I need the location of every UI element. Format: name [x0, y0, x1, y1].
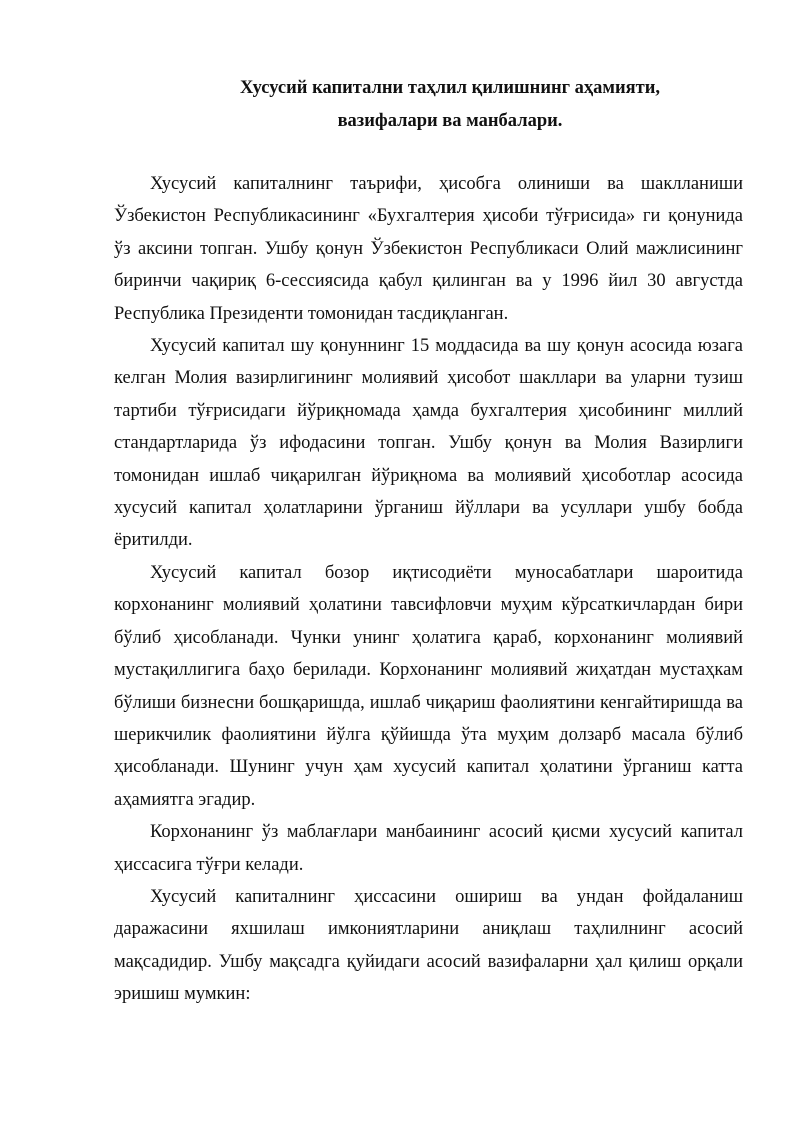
paragraph-5: Хусусий капиталнинг ҳиссасини ошириш ва ундан фойдаланиш даражасини яхшилаш имкониятларини аниқлаш таҳлилнинг асосий мақсадидир. Ушбу мақсадга қуйидаги асосий вазифаларни ҳал қилиш орқали эришиш мумкин:	[114, 886, 743, 1005]
paragraph-3: Хусусий капитал бозор иқтисодиёти муносабатлари шароитида корхонанинг молиявий ҳолатини тавсифловчи муҳим кўрсаткичлардан бири бўлиб ҳисобланади. Чунки унинг ҳолатига қараб, корхонанинг молиявий мустақиллигига баҳо берилади. Корхонанинг молиявий жиҳатдан мустаҳкам бўлиши бизнесни бошқаришда, ишлаб чиқариш фаолиятини кенгайтиришда ва шерикчилик фаолиятини йўлга қўйишда ўта муҳим долзарб масала бўлиб ҳисобланади. Шунинг учун ҳам хусусий капитал ҳолатини ўрганиш катта аҳамиятга эгадир.	[114, 562, 743, 810]
paragraph-1: Хусусий капиталнинг таърифи, ҳисобга олиниши ва шаклланиши Ўзбекистон Республикасининг «Бухгалтерия ҳисоби тўғрисида» ги қонунида ўз аксини топган. Ушбу қонун Ўзбекистон Республикаси Олий мажлисининг биринчи чақириқ 6-сессиясида қабул қилинган ва у 1996 йил 30 августда Республика Президенти томонидан тасдиқланган.	[114, 174, 743, 324]
document-title-line-2: вазифалари ва манбалари.	[337, 111, 563, 131]
document-body	[114, 168, 743, 1011]
paragraph-2: Хусусий капитал шу қонуннинг 15 моддасида ва шу қонун асосида юзага келган Молия вазирлигининг молиявий ҳисобот шакллари ва уларни тузиш тартиби тўғрисидаги йўриқномада ҳамда бухгалтерия ҳисобининг миллий стандартларида ўз ифодасини топган. Ушбу қонун ва Молия Вазирлиги томонидан ишлаб чиқарилган йўриқнома ва молиявий ҳисоботлар асосида хусусий капитал ҳолатларини ўрганиш йўллари ва усуллари ушбу бобда ёритилди.	[114, 336, 743, 551]
document-title-line-1: Хусусий капитални таҳлил қилишнинг аҳамияти,	[239, 78, 661, 98]
paragraph-4: Корхонанинг ўз маблағлари манбаининг асосий қисми хусусий капитал ҳиссасига тўғри келади.	[114, 822, 743, 875]
